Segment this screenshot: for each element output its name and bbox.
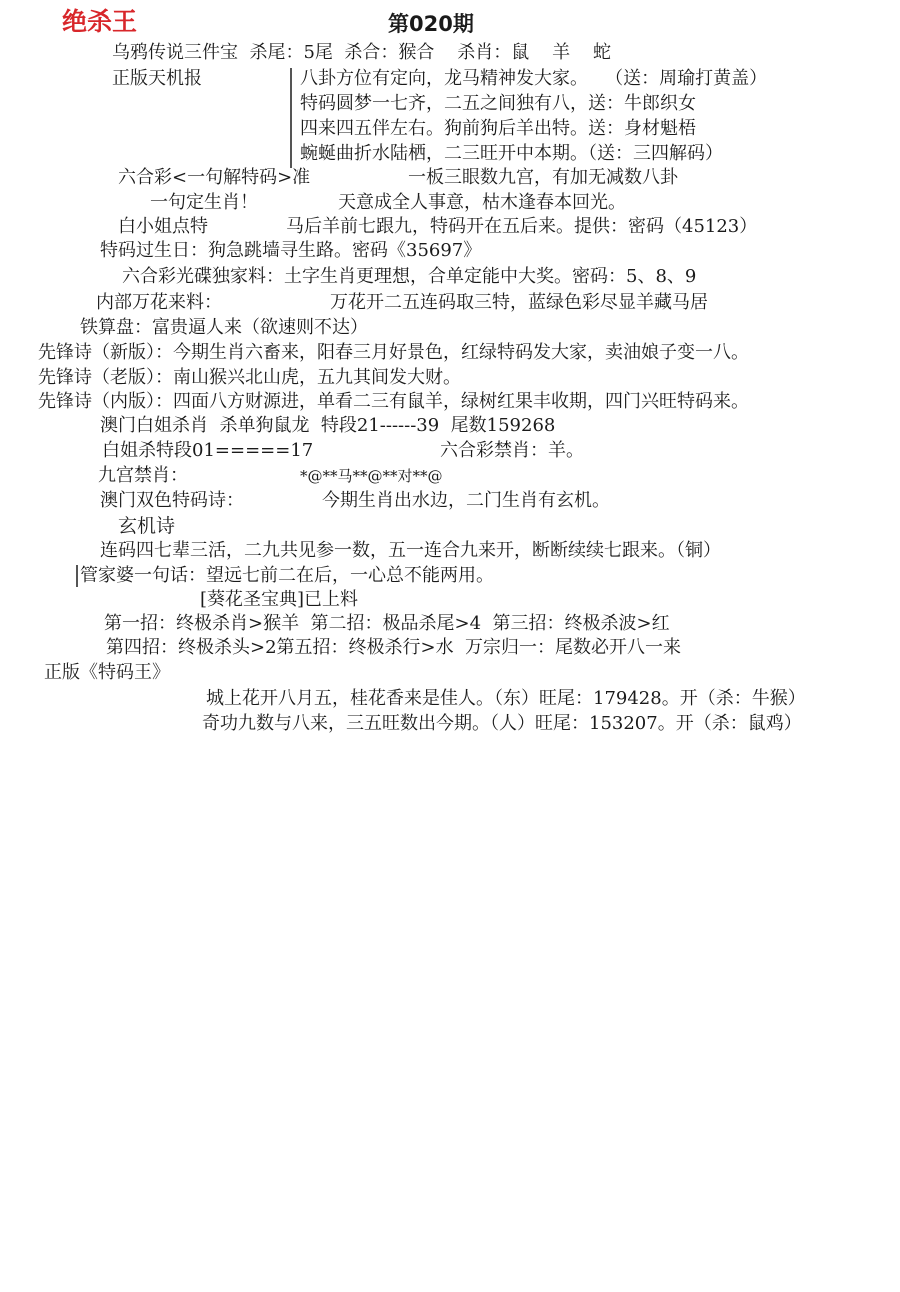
line-4: 四来四五伴左右。狗前狗后羊出特。送：身材魁梧 [300,118,696,139]
line-6-label: 六合彩<一句解特码>准 [118,167,311,188]
line-10: 六合彩光碟独家料：土字生肖更理想，合单定能中大奖。密码：5、8、9 [122,266,697,287]
line-12: 铁算盘：富贵逼人来（欲速则不达） [80,317,368,338]
line-26: 正版《特码王》 [44,662,170,683]
line-17-label: 白姐杀特段01=====17 [102,440,314,461]
line-2-label: 正版天机报 [112,68,202,89]
line-3: 特码圆梦一七齐，二五之间独有八，送：牛郎织女 [300,93,696,114]
divider-bar [290,68,292,168]
line-13: 先锋诗（新版）：今期生肖六畜来，阳春三月好景色，红绿特码发大家，卖油娘子变一八。 [38,342,749,363]
line-1: 乌鸦传说三件宝 杀尾：5尾 杀合：猴合 杀肖：鼠 羊 蛇 [112,42,611,63]
line-2: 八卦方位有定向，龙马精神发大家。 （送：周瑜打黄盖） [300,68,768,89]
line-19: 今期生肖出水边，二门生肖有玄机。 [322,490,610,511]
line-7: 天意成全人事意，枯木逢春本回光。 [338,192,626,213]
line-24: 第一招：终极杀肖>猴羊 第二招：极品杀尾>4 第三招：终极杀波>红 [104,613,670,634]
line-28: 奇功九数与八来，三五旺数出今期。（人）旺尾：153207。开（杀：鼠鸡） [202,713,802,734]
line-18-label: 九宫禁肖： [98,465,188,486]
line-20: 玄机诗 [118,515,176,537]
divider-bar-2 [76,565,78,587]
issue-number: 第020期 [388,12,474,36]
line-5: 蜿蜒曲折水陆栖，二三旺开中本期。（送：三四解码） [300,143,723,164]
line-18: *@**马**@**对**@ [300,467,443,485]
brand-title: 绝杀王 [62,7,138,36]
line-9: 特码过生日：狗急跳墙寻生路。密码《35697》 [100,240,482,261]
line-11-label: 内部万花来料： [96,292,222,313]
line-22: 管家婆一句话：望远七前二在后，一心总不能两用。 [80,565,494,586]
line-14: 先锋诗（老版）：南山猴兴北山虎，五九其间发大财。 [38,367,461,388]
line-8: 马后羊前七跟九，特码开在五后来。提供：密码（45123） [286,216,758,237]
line-19-label: 澳门双色特码诗： [100,490,244,511]
line-27: 城上花开八月五，桂花香来是佳人。（东）旺尾：179428。开（杀：牛猴） [206,688,806,709]
line-7-label: 一句定生肖！ [150,192,258,213]
line-23: [葵花圣宝典]已上料 [200,589,359,610]
line-16: 澳门白姐杀肖 杀单狗鼠龙 特段21------39 尾数159268 [100,415,556,436]
line-6: 一板三眼数九宫，有加无减数八卦 [408,167,678,188]
line-25: 第四招：终极杀头>2第五招：终极杀行>水 万宗归一：尾数必开八一来 [106,637,682,658]
line-21: 连码四七辈三活，二九共见参一数，五一连合九来开，断断续续七跟来。（铜） [100,540,721,561]
line-11: 万花开二五连码取三特，蓝绿色彩尽显羊藏马居 [330,292,708,313]
line-17: 六合彩禁肖：羊。 [440,440,584,461]
line-8-label: 白小姐点特 [118,216,208,237]
line-15: 先锋诗（内版）：四面八方财源进，单看二三有鼠羊，绿树红果丰收期，四门兴旺特码来。 [38,391,749,412]
